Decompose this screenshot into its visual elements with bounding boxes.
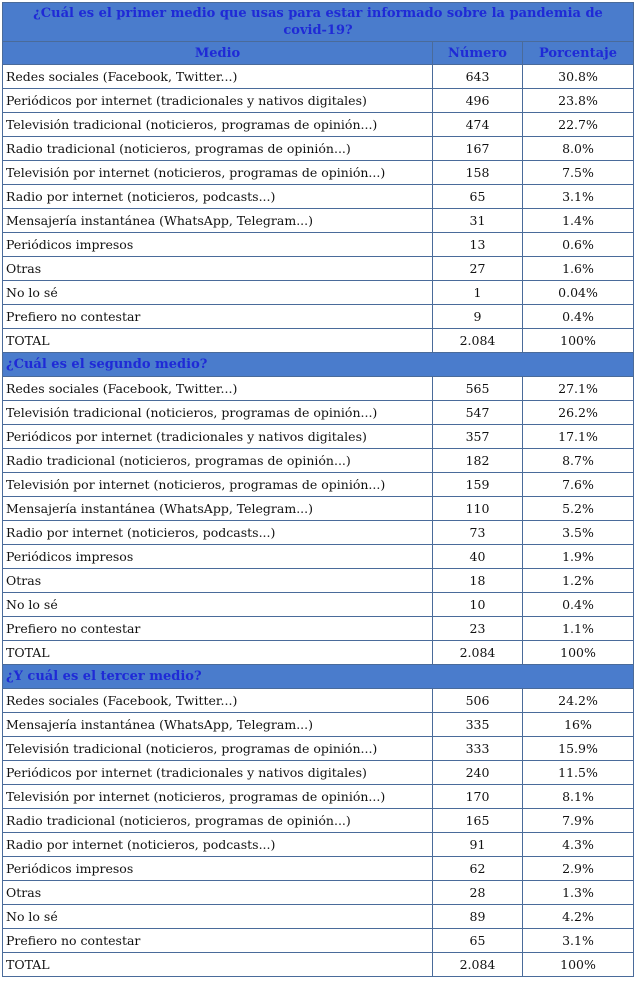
cell-porcentaje: 24.2% bbox=[523, 689, 634, 713]
cell-numero: 335 bbox=[433, 713, 523, 737]
cell-medio: Prefiero no contestar bbox=[3, 305, 433, 329]
cell-medio: Televisión por internet (noticieros, programas de opinión...) bbox=[3, 473, 433, 497]
table-row bbox=[3, 473, 634, 497]
table-row bbox=[3, 833, 634, 857]
column-header-porcentaje: Porcentaje bbox=[523, 42, 634, 65]
cell-numero: 165 bbox=[433, 809, 523, 833]
cell-medio: Redes sociales (Facebook, Twitter...) bbox=[3, 377, 433, 401]
cell-porcentaje: 0.4% bbox=[523, 593, 634, 617]
cell-medio: Radio tradicional (noticieros, programas de opinión...) bbox=[3, 449, 433, 473]
cell-numero: 506 bbox=[433, 689, 523, 713]
cell-medio: Televisión tradicional (noticieros, programas de opinión...) bbox=[3, 401, 433, 425]
cell-numero: 110 bbox=[433, 497, 523, 521]
table-row bbox=[3, 113, 634, 137]
cell-porcentaje: 100% bbox=[523, 953, 634, 977]
cell-medio: Mensajería instantánea (WhatsApp, Telegram...) bbox=[3, 209, 433, 233]
table-row bbox=[3, 521, 634, 545]
cell-porcentaje: 16% bbox=[523, 713, 634, 737]
cell-numero: 2.084 bbox=[433, 953, 523, 977]
cell-medio: Otras bbox=[3, 257, 433, 281]
section-title: ¿Cuál es el segundo medio? bbox=[3, 353, 634, 377]
table-title: ¿Cuál es el primer medio que usas para estar informado sobre la pandemia de covid-19? bbox=[3, 3, 634, 42]
cell-numero: 62 bbox=[433, 857, 523, 881]
table-row bbox=[3, 857, 634, 881]
table-row bbox=[3, 497, 634, 521]
cell-numero: 158 bbox=[433, 161, 523, 185]
cell-porcentaje: 0.04% bbox=[523, 281, 634, 305]
cell-porcentaje: 23.8% bbox=[523, 89, 634, 113]
cell-numero: 73 bbox=[433, 521, 523, 545]
table-row bbox=[3, 713, 634, 737]
cell-porcentaje: 27.1% bbox=[523, 377, 634, 401]
cell-porcentaje: 0.6% bbox=[523, 233, 634, 257]
cell-numero: 1 bbox=[433, 281, 523, 305]
table-row bbox=[3, 209, 634, 233]
table-row bbox=[3, 545, 634, 569]
table-row bbox=[3, 137, 634, 161]
cell-medio: Prefiero no contestar bbox=[3, 617, 433, 641]
section-header-row bbox=[3, 353, 634, 377]
cell-porcentaje: 30.8% bbox=[523, 65, 634, 89]
cell-porcentaje: 7.6% bbox=[523, 473, 634, 497]
cell-porcentaje: 22.7% bbox=[523, 113, 634, 137]
table-row bbox=[3, 89, 634, 113]
cell-porcentaje: 1.9% bbox=[523, 545, 634, 569]
table-row bbox=[3, 881, 634, 905]
cell-numero: 65 bbox=[433, 929, 523, 953]
survey-table bbox=[2, 2, 634, 977]
table-row bbox=[3, 689, 634, 713]
table-row bbox=[3, 905, 634, 929]
cell-medio: Televisión por internet (noticieros, programas de opinión...) bbox=[3, 785, 433, 809]
cell-numero: 357 bbox=[433, 425, 523, 449]
cell-porcentaje: 100% bbox=[523, 641, 634, 665]
cell-medio: No lo sé bbox=[3, 593, 433, 617]
cell-porcentaje: 11.5% bbox=[523, 761, 634, 785]
table-row bbox=[3, 761, 634, 785]
cell-porcentaje: 7.5% bbox=[523, 161, 634, 185]
cell-porcentaje: 3.5% bbox=[523, 521, 634, 545]
cell-porcentaje: 8.1% bbox=[523, 785, 634, 809]
table-row bbox=[3, 809, 634, 833]
cell-porcentaje: 5.2% bbox=[523, 497, 634, 521]
cell-porcentaje: 3.1% bbox=[523, 185, 634, 209]
table-row bbox=[3, 281, 634, 305]
total-row bbox=[3, 641, 634, 665]
cell-porcentaje: 2.9% bbox=[523, 857, 634, 881]
cell-numero: 565 bbox=[433, 377, 523, 401]
total-row bbox=[3, 953, 634, 977]
cell-medio: Mensajería instantánea (WhatsApp, Telegram...) bbox=[3, 713, 433, 737]
table-row bbox=[3, 929, 634, 953]
cell-porcentaje: 8.7% bbox=[523, 449, 634, 473]
cell-medio: TOTAL bbox=[3, 329, 433, 353]
cell-numero: 13 bbox=[433, 233, 523, 257]
cell-porcentaje: 4.3% bbox=[523, 833, 634, 857]
cell-medio: Periódicos impresos bbox=[3, 545, 433, 569]
table-row bbox=[3, 65, 634, 89]
table-row bbox=[3, 161, 634, 185]
table-body bbox=[3, 65, 634, 977]
table-row bbox=[3, 401, 634, 425]
table-row bbox=[3, 305, 634, 329]
cell-medio: Radio tradicional (noticieros, programas de opinión...) bbox=[3, 137, 433, 161]
cell-porcentaje: 0.4% bbox=[523, 305, 634, 329]
cell-medio: TOTAL bbox=[3, 953, 433, 977]
section-title: ¿Y cuál es el tercer medio? bbox=[3, 665, 634, 689]
cell-porcentaje: 3.1% bbox=[523, 929, 634, 953]
cell-numero: 474 bbox=[433, 113, 523, 137]
table-row bbox=[3, 569, 634, 593]
cell-numero: 159 bbox=[433, 473, 523, 497]
cell-porcentaje: 1.3% bbox=[523, 881, 634, 905]
cell-porcentaje: 1.6% bbox=[523, 257, 634, 281]
table-row bbox=[3, 617, 634, 641]
cell-medio: No lo sé bbox=[3, 905, 433, 929]
cell-medio: Televisión tradicional (noticieros, programas de opinión...) bbox=[3, 113, 433, 137]
total-row bbox=[3, 329, 634, 353]
table-row bbox=[3, 737, 634, 761]
column-header-row bbox=[3, 42, 634, 65]
cell-medio: TOTAL bbox=[3, 641, 433, 665]
table-title-row bbox=[3, 3, 634, 42]
cell-numero: 28 bbox=[433, 881, 523, 905]
cell-numero: 496 bbox=[433, 89, 523, 113]
cell-porcentaje: 15.9% bbox=[523, 737, 634, 761]
cell-numero: 2.084 bbox=[433, 329, 523, 353]
cell-numero: 18 bbox=[433, 569, 523, 593]
cell-numero: 643 bbox=[433, 65, 523, 89]
cell-porcentaje: 8.0% bbox=[523, 137, 634, 161]
cell-numero: 23 bbox=[433, 617, 523, 641]
cell-medio: Otras bbox=[3, 881, 433, 905]
cell-medio: Redes sociales (Facebook, Twitter...) bbox=[3, 65, 433, 89]
cell-medio: Otras bbox=[3, 569, 433, 593]
cell-numero: 40 bbox=[433, 545, 523, 569]
table-row bbox=[3, 257, 634, 281]
cell-medio: Radio por internet (noticieros, podcasts...) bbox=[3, 185, 433, 209]
cell-medio: Periódicos impresos bbox=[3, 233, 433, 257]
cell-numero: 27 bbox=[433, 257, 523, 281]
cell-porcentaje: 1.2% bbox=[523, 569, 634, 593]
cell-numero: 10 bbox=[433, 593, 523, 617]
cell-numero: 333 bbox=[433, 737, 523, 761]
cell-numero: 170 bbox=[433, 785, 523, 809]
cell-medio: Televisión por internet (noticieros, programas de opinión...) bbox=[3, 161, 433, 185]
cell-numero: 89 bbox=[433, 905, 523, 929]
cell-medio: Periódicos por internet (tradicionales y nativos digitales) bbox=[3, 761, 433, 785]
cell-medio: Periódicos por internet (tradicionales y nativos digitales) bbox=[3, 425, 433, 449]
section-header-row bbox=[3, 665, 634, 689]
cell-medio: Televisión tradicional (noticieros, programas de opinión...) bbox=[3, 737, 433, 761]
cell-numero: 9 bbox=[433, 305, 523, 329]
cell-porcentaje: 17.1% bbox=[523, 425, 634, 449]
cell-numero: 31 bbox=[433, 209, 523, 233]
cell-porcentaje: 26.2% bbox=[523, 401, 634, 425]
cell-porcentaje: 1.4% bbox=[523, 209, 634, 233]
cell-porcentaje: 1.1% bbox=[523, 617, 634, 641]
column-header-medio: Medio bbox=[3, 42, 433, 65]
cell-medio: Radio por internet (noticieros, podcasts...) bbox=[3, 521, 433, 545]
cell-medio: Redes sociales (Facebook, Twitter...) bbox=[3, 689, 433, 713]
cell-numero: 547 bbox=[433, 401, 523, 425]
table-row bbox=[3, 449, 634, 473]
table-row bbox=[3, 593, 634, 617]
table-row bbox=[3, 233, 634, 257]
table-row bbox=[3, 377, 634, 401]
cell-porcentaje: 7.9% bbox=[523, 809, 634, 833]
cell-medio: Mensajería instantánea (WhatsApp, Telegram...) bbox=[3, 497, 433, 521]
cell-medio: Radio por internet (noticieros, podcasts...) bbox=[3, 833, 433, 857]
cell-porcentaje: 100% bbox=[523, 329, 634, 353]
cell-numero: 167 bbox=[433, 137, 523, 161]
cell-medio: No lo sé bbox=[3, 281, 433, 305]
cell-numero: 240 bbox=[433, 761, 523, 785]
cell-numero: 65 bbox=[433, 185, 523, 209]
cell-medio: Prefiero no contestar bbox=[3, 929, 433, 953]
cell-porcentaje: 4.2% bbox=[523, 905, 634, 929]
cell-numero: 91 bbox=[433, 833, 523, 857]
cell-medio: Periódicos por internet (tradicionales y nativos digitales) bbox=[3, 89, 433, 113]
column-header-numero: Número bbox=[433, 42, 523, 65]
cell-numero: 182 bbox=[433, 449, 523, 473]
survey-table-container bbox=[2, 2, 633, 977]
table-row bbox=[3, 425, 634, 449]
cell-numero: 2.084 bbox=[433, 641, 523, 665]
table-row bbox=[3, 785, 634, 809]
cell-medio: Radio tradicional (noticieros, programas de opinión...) bbox=[3, 809, 433, 833]
cell-medio: Periódicos impresos bbox=[3, 857, 433, 881]
table-row bbox=[3, 185, 634, 209]
